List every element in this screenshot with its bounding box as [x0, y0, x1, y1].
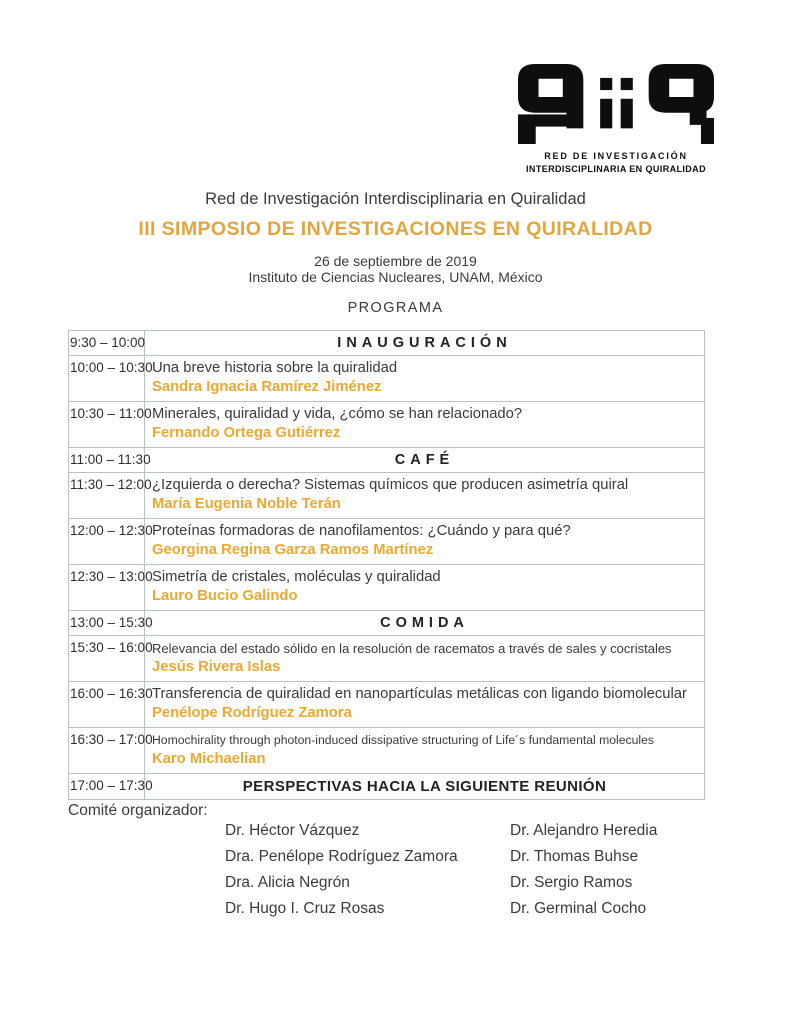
committee-member: Dr. Héctor Vázquez	[225, 822, 360, 839]
time-cell: 10:00 – 10:30	[69, 356, 145, 402]
committee-member: Dr. Germinal Cocho	[510, 900, 647, 917]
schedule-row-section	[69, 448, 705, 473]
logo	[516, 64, 716, 174]
talk-speaker: Lauro Bucio Galindo	[152, 588, 298, 604]
schedule-row	[69, 402, 705, 448]
schedule-row	[69, 356, 705, 402]
schedule-row-section	[69, 611, 705, 636]
schedule-row	[69, 473, 705, 519]
logo-text-line1: RED DE INVESTIGACIÓN	[544, 151, 688, 161]
talk-title: Simetría de cristales, moléculas y quiralidad	[152, 569, 441, 585]
schedule-row	[69, 519, 705, 565]
time-cell: 12:00 – 12:30	[69, 519, 145, 565]
program-table	[68, 330, 705, 800]
talk-title: Una breve historia sobre la quiralidad	[152, 360, 398, 376]
event-venue: Instituto de Ciencias Nucleares, UNAM, México	[248, 269, 543, 285]
logo-text-line2: INTERDISCIPLINARIA EN QUIRALIDAD	[526, 164, 706, 174]
event-date: 26 de septiembre de 2019	[314, 253, 477, 269]
schedule-row	[69, 682, 705, 728]
talk-speaker: Jesús Rivera Islas	[152, 659, 281, 675]
time-cell: 16:30 – 17:00	[69, 728, 145, 774]
schedule-row	[69, 636, 705, 682]
talk-speaker: Georgina Regina Garza Ramos Martínez	[152, 542, 434, 558]
time-cell: 11:30 – 12:00	[69, 473, 145, 519]
talk-title: Transferencia de quiralidad en nanopartículas metálicas con ligando biomolecular	[152, 686, 687, 702]
schedule-row	[69, 565, 705, 611]
talk-speaker: Sandra Ignacia Ramírez Jiménez	[152, 379, 382, 395]
committee-member: Dr. Thomas Buhse	[510, 848, 639, 865]
schedule-row-section	[69, 774, 705, 800]
time-cell: 15:30 – 16:00	[69, 636, 145, 682]
time-cell: 12:30 – 13:00	[69, 565, 145, 611]
schedule-row-section	[69, 331, 705, 356]
talk-title: Homochirality through photon-induced dissipative structuring of Life´s fundamental molecules	[152, 733, 654, 747]
committee-member: Dr. Alejandro Heredia	[510, 822, 658, 839]
riiq-logo-icon	[516, 64, 716, 144]
committee-list	[225, 822, 657, 926]
talk-speaker: María Eugenia Noble Terán	[152, 496, 341, 512]
talk-title: Proteínas formadoras de nanofilamentos: ¿Cuándo y para qué?	[152, 523, 571, 539]
talk-speaker: Fernando Ortega Gutiérrez	[152, 425, 341, 441]
time-cell: 17:00 – 17:30	[69, 774, 145, 800]
talk-title: ¿Izquierda o derecha? Sistemas químicos que producen asimetría quiral	[152, 477, 629, 493]
talk-title: Minerales, quiralidad y vida, ¿cómo se han relacionado?	[152, 406, 523, 422]
committee-member: Dra. Penélope Rodríguez Zamora	[225, 848, 458, 865]
time-cell: 9:30 – 10:00	[69, 331, 145, 356]
time-cell: 10:30 – 11:00	[69, 402, 145, 448]
section-title: PERSPECTIVAS HACIA LA SIGUIENTE REUNIÓN	[242, 778, 607, 795]
talk-title: Relevancia del estado sólido en la resolución de racematos a través de sales y cocristales	[152, 641, 672, 656]
time-cell: 11:00 – 11:30	[69, 448, 145, 473]
network-name: Red de Investigación Interdisciplinaria en Quiralidad	[205, 190, 586, 208]
program-heading: PROGRAMA	[347, 300, 444, 316]
committee-member: Dr. Sergio Ramos	[510, 874, 633, 891]
time-cell: 16:00 – 16:30	[69, 682, 145, 728]
talk-speaker: Karo Michaelian	[152, 751, 266, 767]
committee-heading: Comité organizador:	[68, 802, 208, 819]
section-title: INAUGURACIÓN	[337, 335, 512, 351]
talk-speaker: Penélope Rodríguez Zamora	[152, 705, 352, 721]
committee-member: Dra. Alicia Negrón	[225, 874, 350, 891]
committee-member: Dr. Hugo I. Cruz Rosas	[225, 900, 385, 917]
committee-column-1	[225, 822, 510, 926]
section-title: COMIDA	[380, 615, 469, 631]
symposium-title: III SIMPOSIO DE INVESTIGACIONES EN QUIRALIDAD	[138, 218, 653, 240]
committee-column-2	[510, 822, 657, 926]
time-cell: 13:00 – 15:30	[69, 611, 145, 636]
schedule-row	[69, 728, 705, 774]
section-title: CAFÉ	[394, 452, 455, 468]
